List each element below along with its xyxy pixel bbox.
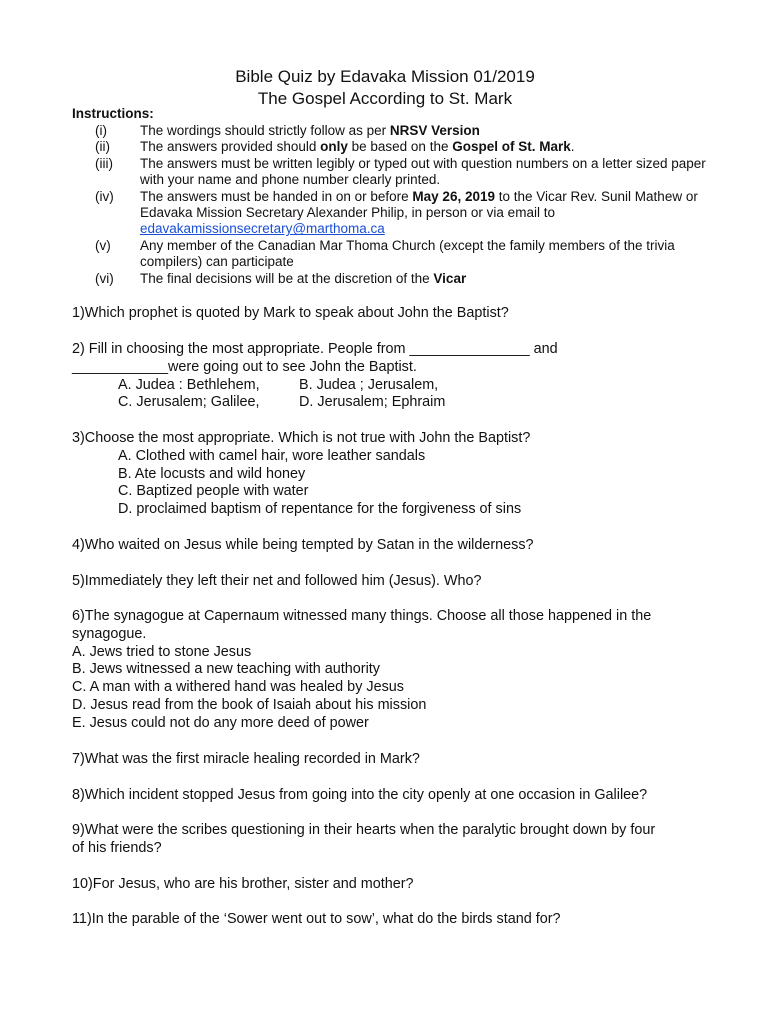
instructions-list <box>72 123 712 287</box>
instruction-number: (i) <box>95 123 107 138</box>
question-6 <box>72 608 712 733</box>
option: A. Clothed with camel hair, wore leather sandals <box>118 447 426 464</box>
email-link[interactable]: edavakamissionsecretary@marthoma.ca <box>140 221 385 237</box>
instruction-number: (iii) <box>95 155 113 171</box>
option: E. Jesus could not do any more deed of power <box>72 714 369 731</box>
question-text: 6)The synagogue at Capernaum witnessed many things. Choose all those happened in the <box>72 608 652 624</box>
option: D. proclaimed baptism of repentance for the forgiveness of sins <box>118 501 522 518</box>
question-text: 9)What were the scribes questioning in their hearts when the paralytic brought down by four <box>72 822 656 838</box>
page-subtitle: The Gospel According to St. Mark <box>257 89 513 108</box>
instruction-item <box>72 271 712 287</box>
instructions-heading: Instructions: <box>72 106 154 121</box>
option-row <box>72 394 712 412</box>
instruction-number: (iv) <box>95 188 114 204</box>
option: B. Ate locusts and wild honey <box>118 465 306 482</box>
question-7: 7)What was the first miracle healing recorded in Mark? <box>72 751 420 767</box>
question-1: 1)Which prophet is quoted by Mark to speak about John the Baptist? <box>72 305 509 321</box>
question-5: 5)Immediately they left their net and followed him (Jesus). Who? <box>72 573 482 589</box>
instruction-item <box>72 156 712 189</box>
question-text: 3)Choose the most appropriate. Which is not true with John the Baptist? <box>72 430 531 446</box>
option: B. Judea ; Jerusalem, <box>299 376 439 393</box>
question-text: ____________were going out to see John the Baptist. <box>72 358 417 375</box>
question-10: 10)For Jesus, who are his brother, sister and mother? <box>72 876 414 892</box>
instruction-text: The answers provided should only be based on the Gospel of St. Mark. <box>140 139 575 155</box>
question-text: of his friends? <box>72 839 162 856</box>
option: B. Jews witnessed a new teaching with authority <box>72 661 380 678</box>
instruction-item <box>72 123 712 139</box>
question-text: synagogue. <box>72 625 147 642</box>
option: C. Jerusalem; Galilee, <box>118 394 260 411</box>
question-4: 4)Who waited on Jesus while being tempted by Satan in the wilderness? <box>72 537 534 553</box>
instruction-number: (ii) <box>95 139 110 155</box>
instruction-text: The wordings should strictly follow as per NRSV Version <box>140 123 480 138</box>
option: A. Judea : Bethlehem, <box>118 376 260 393</box>
instruction-text: Any member of the Canadian Mar Thoma Church (except the family members of the trivia compilers) can participate <box>140 237 675 270</box>
page-title: Bible Quiz by Edavaka Mission 01/2019 <box>235 67 535 86</box>
question-9 <box>72 822 712 858</box>
option: C. Baptized people with water <box>118 483 309 500</box>
question-2 <box>72 341 712 412</box>
instruction-item <box>72 139 712 155</box>
instruction-number: (vi) <box>95 270 114 286</box>
instruction-text: The final decisions will be at the discretion of the Vicar <box>140 270 467 286</box>
option: D. Jesus read from the book of Isaiah about his mission <box>72 696 427 713</box>
instruction-text: The answers must be written legibly or typed out with question numbers on a letter sized paper with your name and phone number clearly printed. <box>140 155 706 188</box>
question-3 <box>72 430 712 519</box>
option: A. Jews tried to stone Jesus <box>72 643 252 660</box>
option: C. A man with a withered hand was healed by Jesus <box>72 679 404 696</box>
instruction-item <box>72 238 712 271</box>
question-text: 2) Fill in choosing the most appropriate. People from _______________ and <box>72 341 558 357</box>
instruction-item <box>72 189 712 238</box>
instruction-number: (v) <box>95 237 111 253</box>
option: D. Jerusalem; Ephraim <box>299 394 446 411</box>
question-11: 11)In the parable of the ‘Sower went out to sow’, what do the birds stand for? <box>72 911 561 927</box>
question-8: 8)Which incident stopped Jesus from going into the city openly at one occasion in Galilee? <box>72 787 648 803</box>
instruction-text: The answers must be handed in on or before May 26, 2019 to the Vicar Rev. Sunil Mathew or Edavaka Mission Secretary Alexander Philip, in person or via email to edavakamissionsecretary@marthoma.ca <box>140 188 698 237</box>
option-row <box>72 377 712 395</box>
